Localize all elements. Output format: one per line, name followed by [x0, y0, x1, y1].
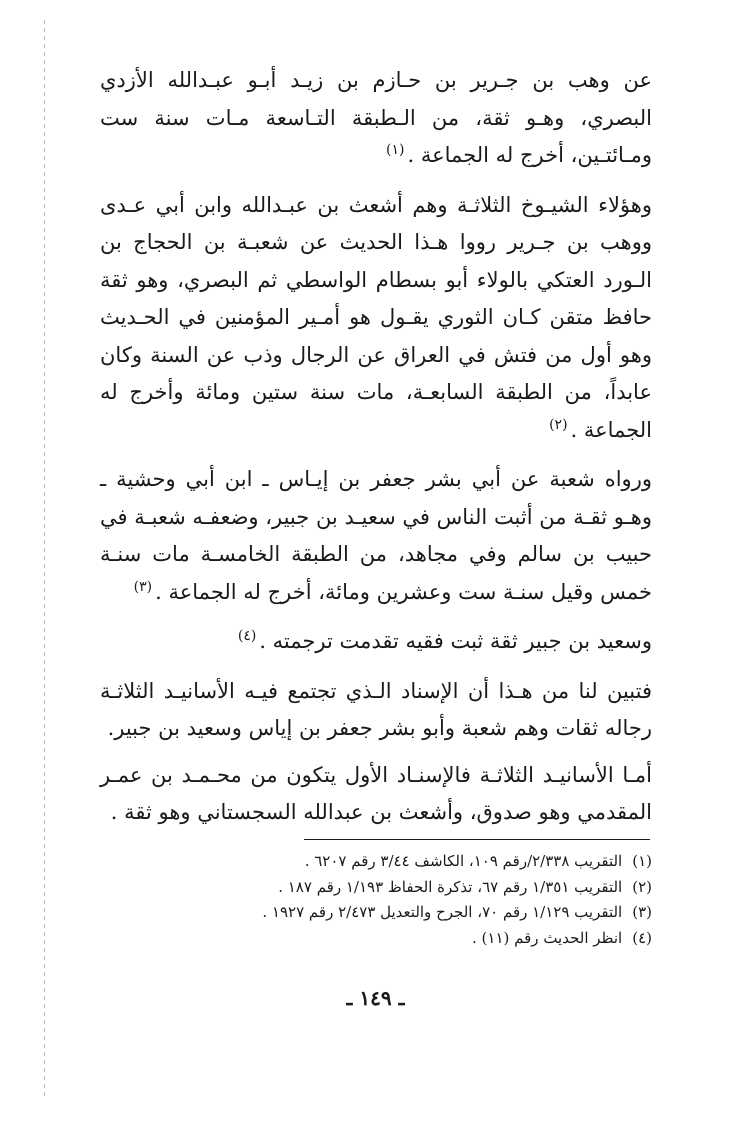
paragraph-5: فتبين لنا من هـذا أن الإسناد الـذي تجتمع فيـه الأسانيـد الثلاثـة رجاله ثقات وهم شعبة وأبو بشر جعفر بن إياس وسعيد بن جبير.: [100, 678, 652, 740]
footnote-ref: (٢): [549, 416, 568, 433]
paragraph-4: وسعيد بن جبير ثقة ثبت فقيه تقدمت ترجمته .$^{(٤)}$: [237, 628, 652, 653]
page-number: ـ ١٤٩ ـ: [346, 986, 405, 1010]
footnote-ref: (٤): [237, 628, 257, 644]
paragraph-2: وهؤلاء الشيـوخ الثلاثـة وهم أشعث بن عبـدالله وابن أبي عـدى ووهب بن جـرير رووا هـذا الحديث عن شعبـة بن الحجاج بن الـورد العتكي بالولاء أبو بسطام الواسطي ثم البصري، وهو ثقة حافظ متقن كـان الثوري يقـول هو أمـير المؤمنين في الحـديث وهو أول من فتش في العراق عن الرجال وذب عن السنة وكان عابداً، من الطبقة السابعـة، مات سنة ستين ومائة وأخرج له الجماعة .$^{(٢)}$: [100, 192, 652, 442]
paragraph-3: ورواه شعبة عن أبي بشر جعفر بن إيـاس ـ ابن أبي وحشية ـ وهـو ثقـة من أثبت الناس في سعيـد بن جبير، وضعفـه شعبـة في حبيب بن سالم وفي مجاهد، من الطبقة الخامسـة مات سنـة خمس وقيل سنـة ست وعشرين ومائة، أخرج له الجماعة .$^{(٣)}$: [100, 467, 652, 604]
footnote-item: (٤)انظر الحديث رقم (١١) .: [472, 928, 652, 947]
paragraph-6: أمـا الأسانيـد الثلاثـة فالإسنـاد الأول يتكون من محـمـد بن عمـر المقدمي وهو صدوق، وأشعث بن عبدالله السجستاني وهو ثقة .: [100, 762, 652, 824]
footnote-item: (٢)التقريب ١/٣٥١ رقم ٦٧، تذكرة الحفاظ ١/١٩٣ رقم ١٨٧ .: [278, 877, 652, 896]
footnote-item: (٣)التقريب ١/١٢٩ رقم ٧٠، الجرح والتعديل ٢/٤٧٣ رقم ١٩٢٧ .: [262, 903, 652, 921]
footnote-separator: [304, 839, 650, 840]
footnotes: [100, 849, 652, 951]
footnote-item: (١)التقريب ٢/٣٣٨/رقم ١٠٩، الكاشف ٣/٤٤ رقم ٦٢٠٧ .: [304, 852, 652, 870]
footnote-ref: (٣): [133, 578, 153, 595]
paragraph-1: عن وهب بن جـرير بن حـازم بن زيـد أبـو عبـدالله الأزدي البصري، وهـو ثقة، من الـطبقة التـاسعة مـات سنة ست ومـائتـين، أخرج له الجماعة .$^{(١)}$: [100, 68, 652, 167]
main-text: [100, 62, 652, 832]
scan-edge-dots: [44, 20, 45, 1100]
footnote-ref: (١): [386, 142, 405, 158]
